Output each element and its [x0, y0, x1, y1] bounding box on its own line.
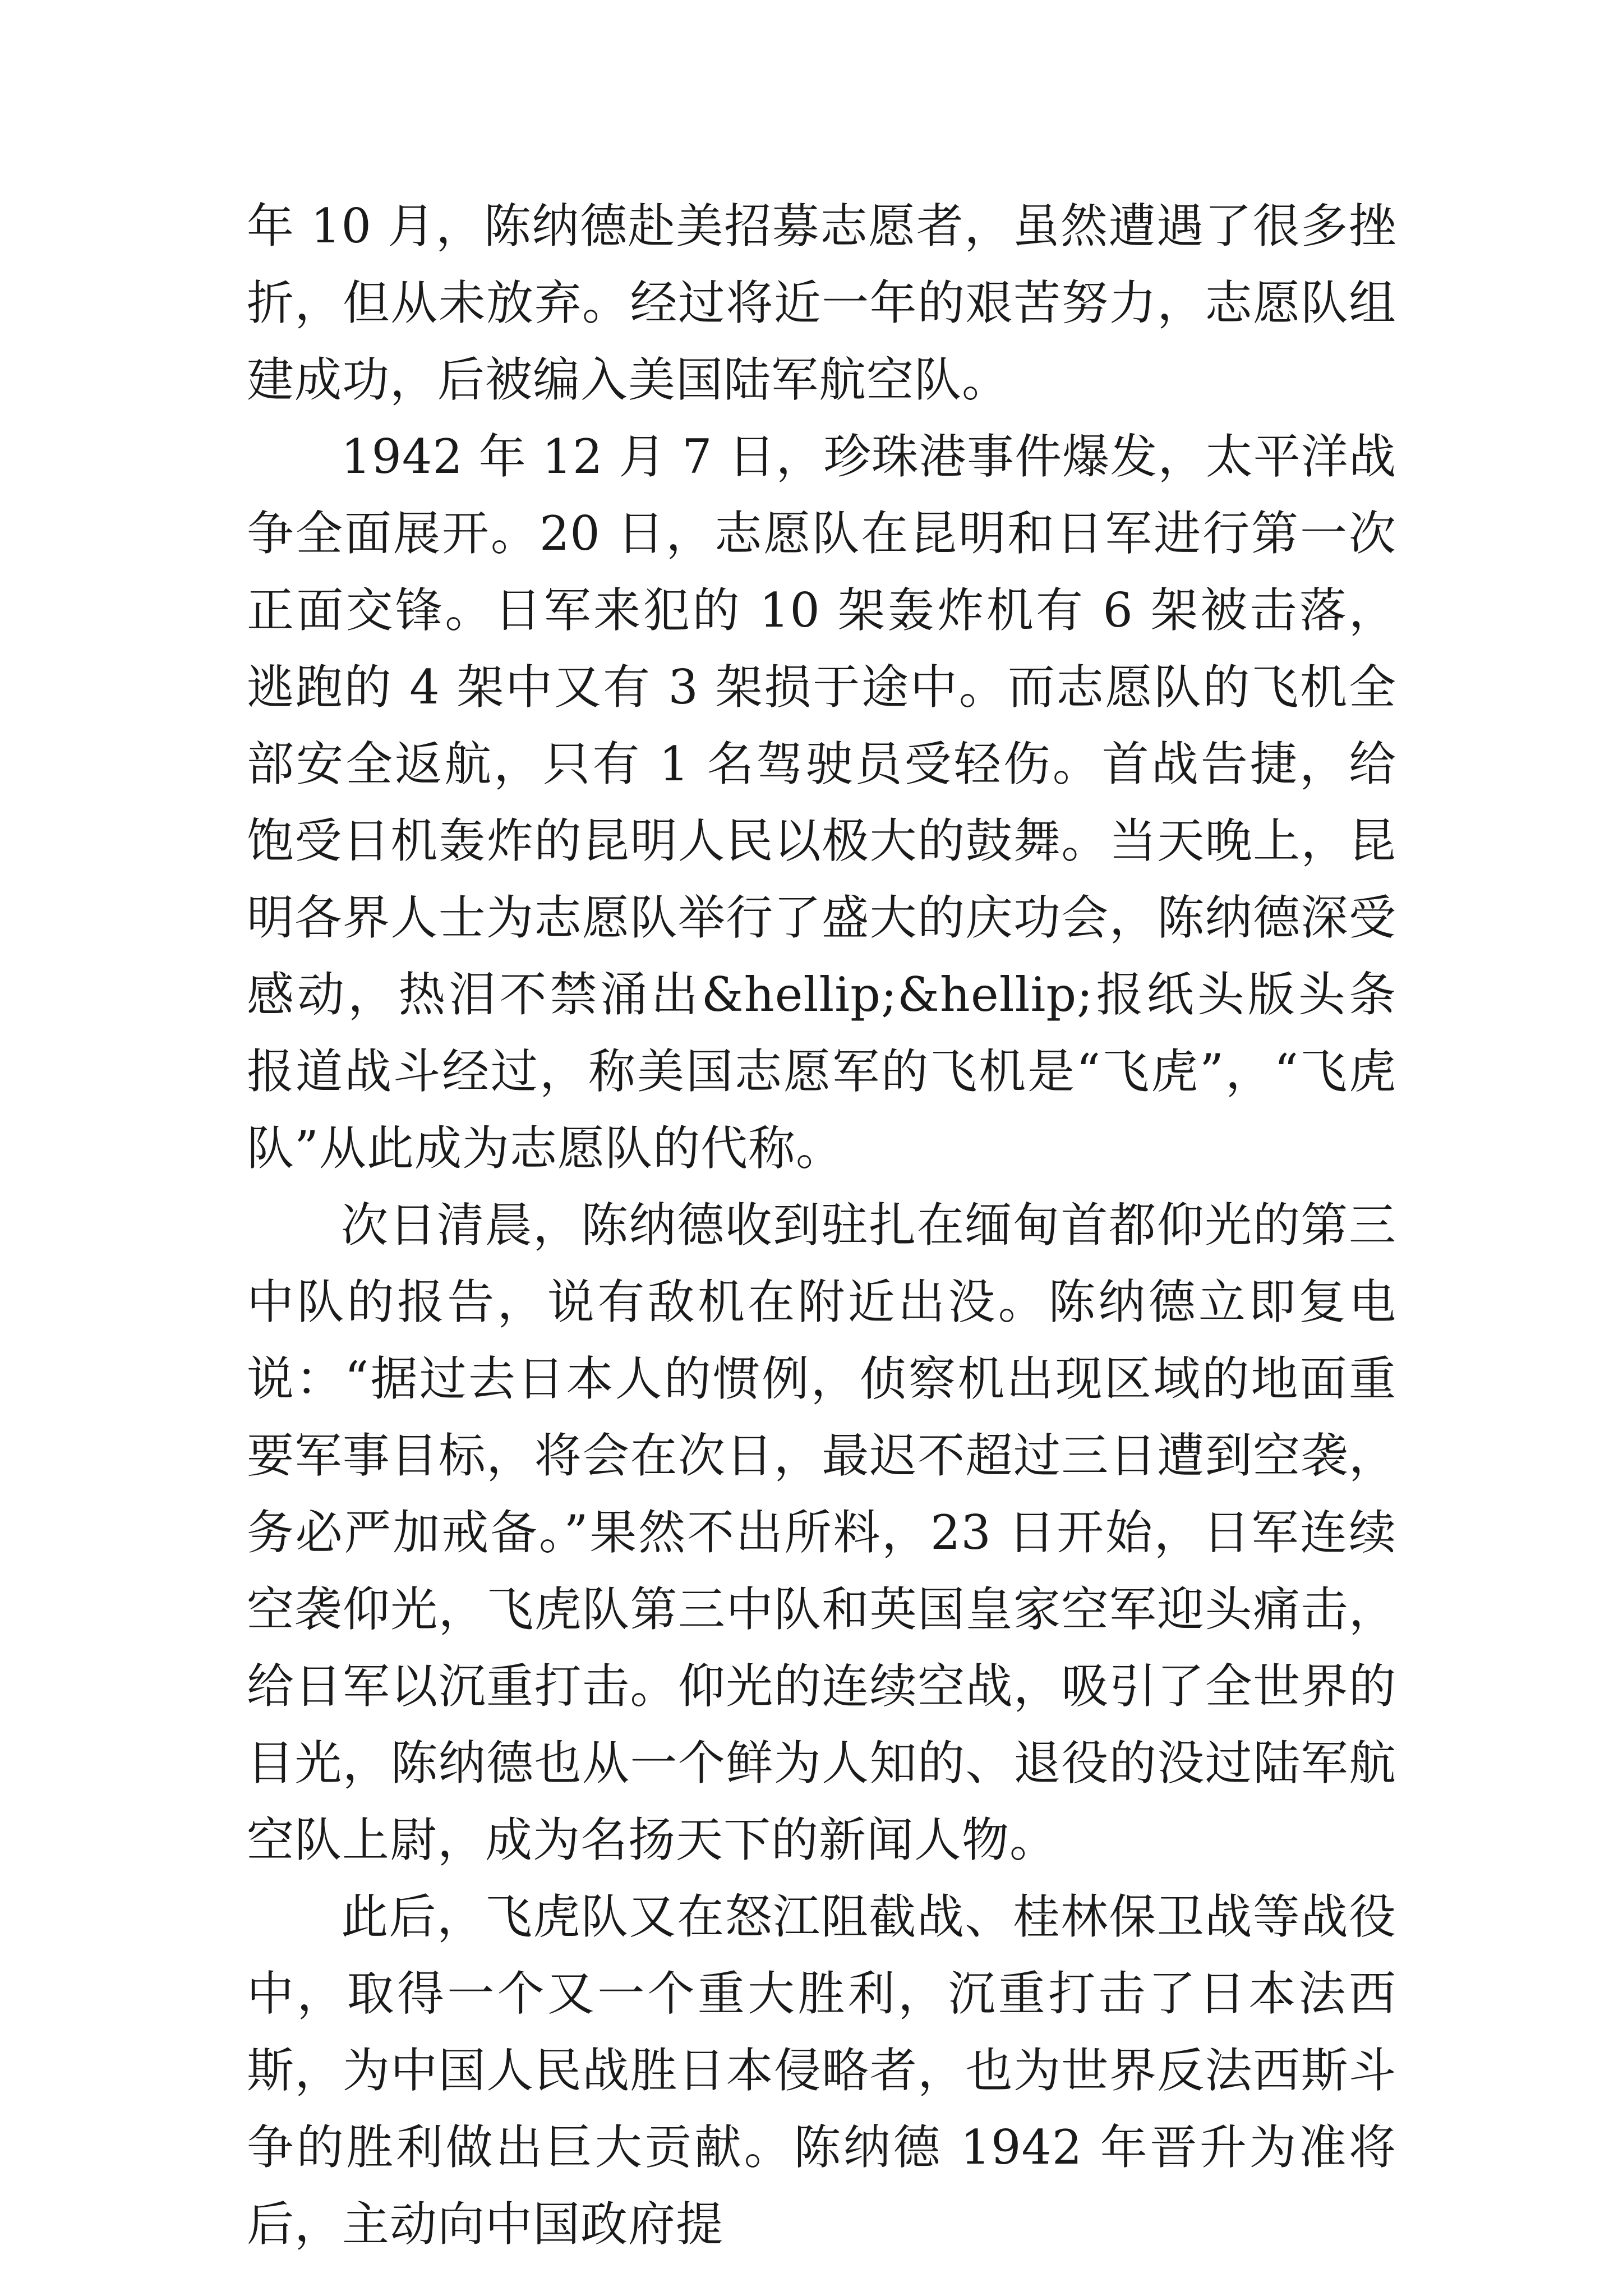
document-body: [247, 188, 1396, 2263]
paragraph-1: 年 10 月，陈纳德赴美招募志愿者，虽然遭遇了很多挫折，但从未放弃。经过将近一年的艰苦努力，志愿队组建成功，后被编入美国陆军航空队。: [247, 199, 1396, 407]
paragraph-3: 次日清晨，陈纳德收到驻扎在缅甸首都仰光的第三中队的报告，说有敌机在附近出没。陈纳德立即复电说：“据过去日本人的惯例，侦察机出现区域的地面重要军事目标，将会在次日，最迟不超过三日遭到空袭，务必严加戒备。”果然不出所料，23 日开始，日军连续空袭仰光，飞虎队第三中队和英国皇家空军迎头痛击，给日军以沉重打击。仰光的连续空战，吸引了全世界的目光，陈纳德也从一个鲜为人知的、退役的没过陆军航空队上尉，成为名扬天下的新闻人物。: [247, 1198, 1396, 1867]
paragraph-4: 此后，飞虎队又在怒江阻截战、桂林保卫战等战役中，取得一个又一个重大胜利，沉重打击了日本法西斯，为中国人民战胜日本侵略者，也为世界反法西斯斗争的胜利做出巨大贡献。陈纳德 1942 年晋升为准将后，主动向中国政府提: [247, 1889, 1396, 2252]
paragraph-2: 1942 年 12 月 7 日，珍珠港事件爆发，太平洋战争全面展开。20 日，志愿队在昆明和日军进行第一次正面交锋。日军来犯的 10 架轰炸机有 6 架被击落，逃跑的 4 架中又有 3 架损于途中。而志愿队的飞机全部安全返航，只有 1 名驾驶员受轻伤。首战告捷，给饱受日机轰炸的昆明人民以极大的鼓舞。当天晚上，昆明各界人士为志愿队举行了盛大的庆功会，陈纳德深受感动，热泪不禁涌出&hellip;&hellip;报纸头版头条报道战斗经过，称美国志愿军的飞机是“飞虎”，“飞虎队”从此成为志愿队的代称。: [247, 429, 1396, 1176]
